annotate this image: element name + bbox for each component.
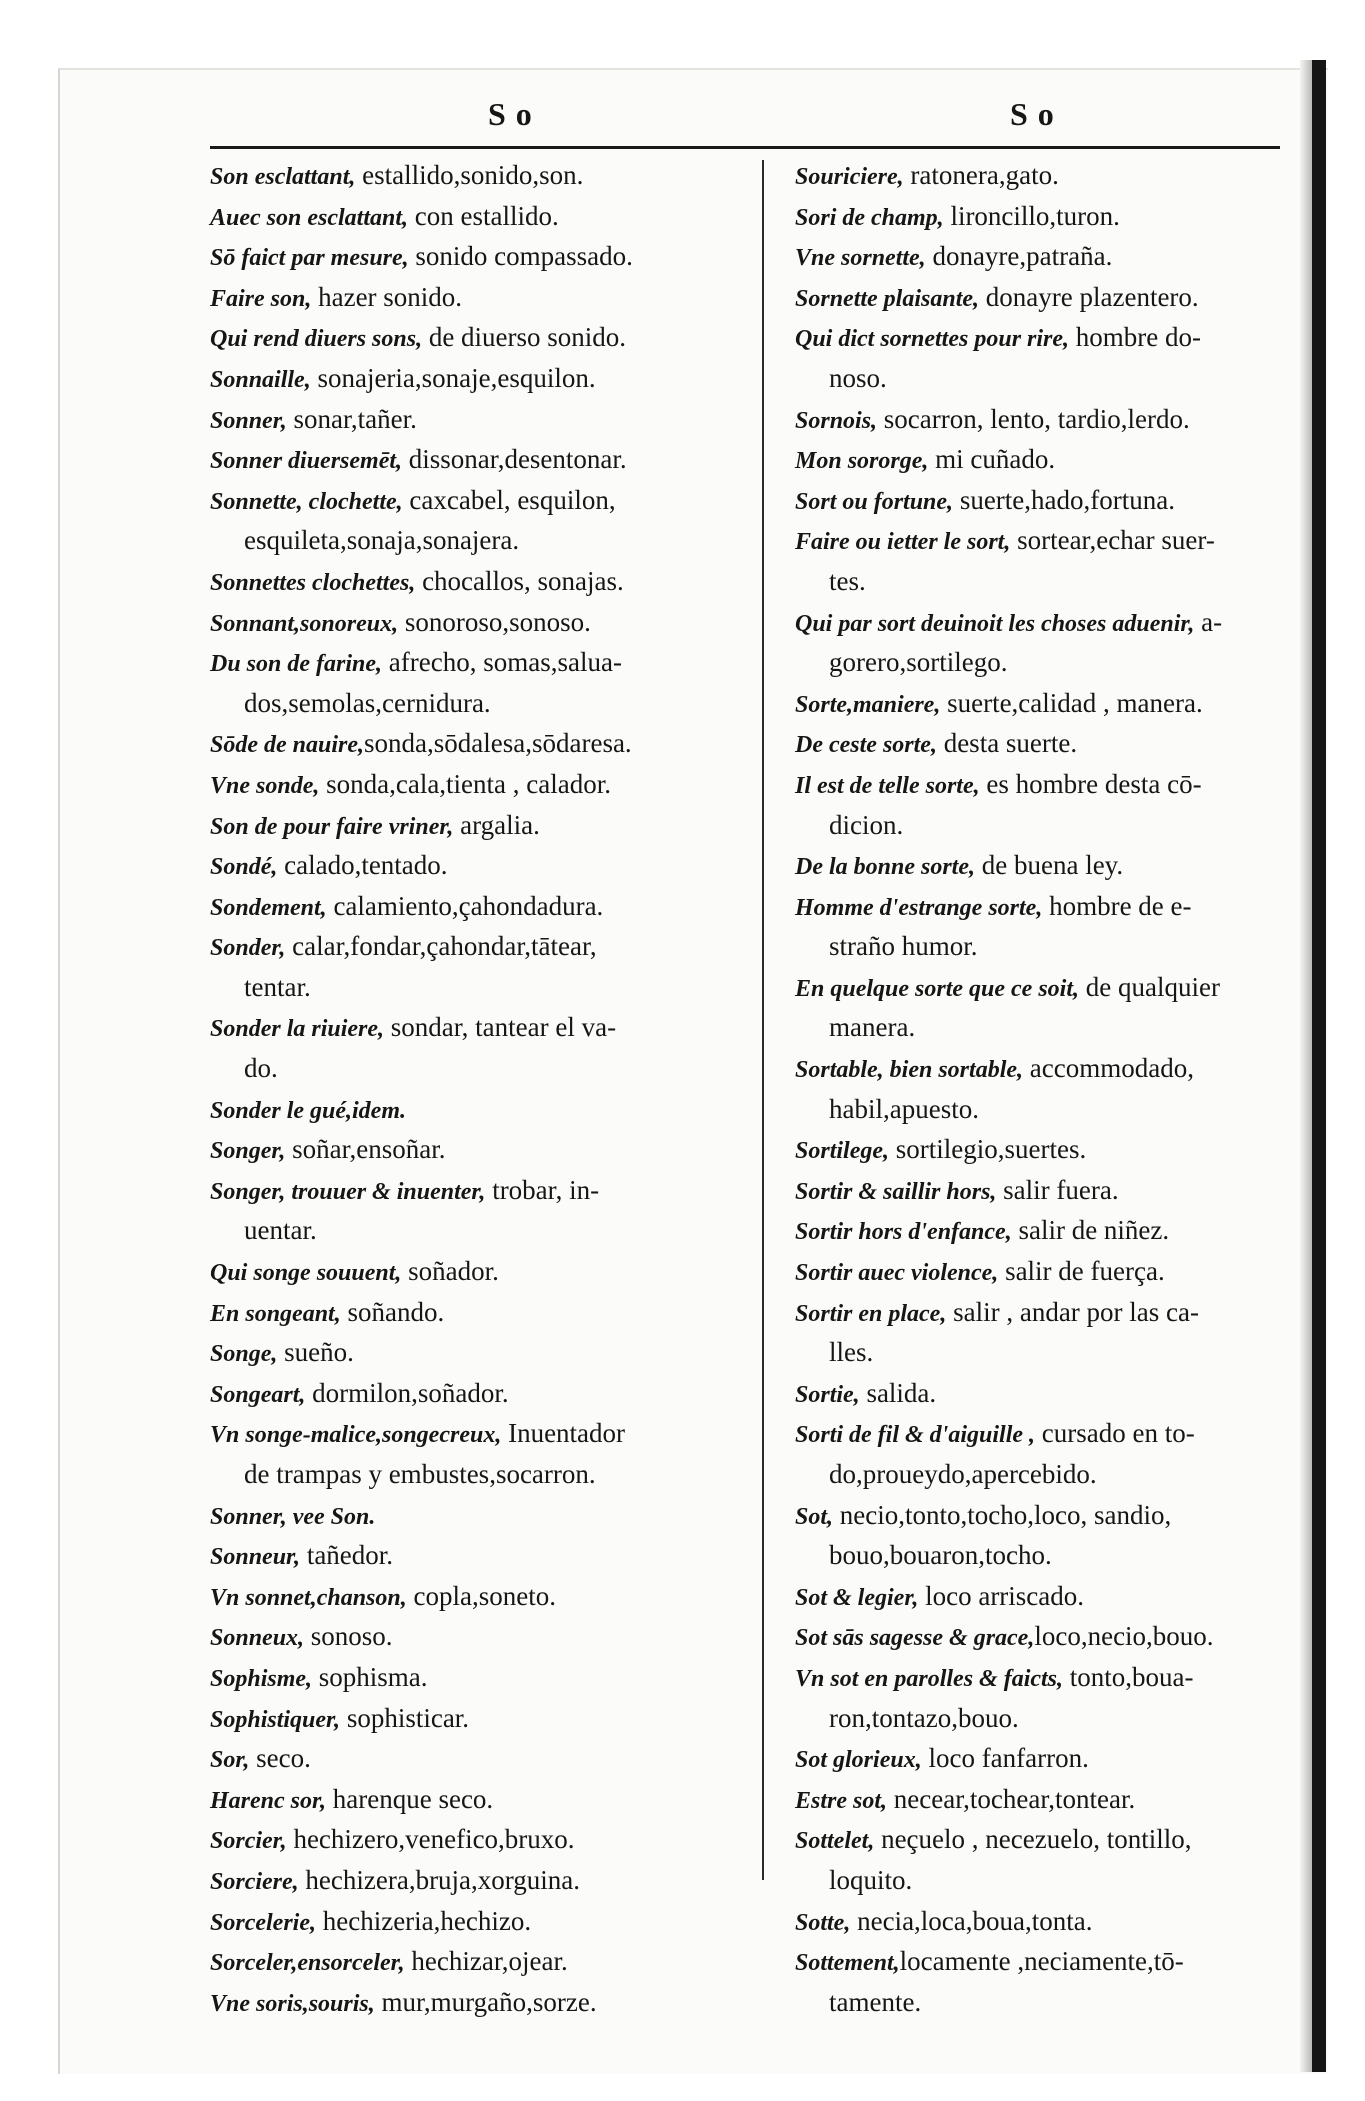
entry-definition: hechizar,ojear. [404,1946,568,1977]
entry-headword: Sorti de fil & d'aiguille , [795,1422,1036,1449]
entry-headword: Sōde de nauire, [210,732,365,759]
dictionary-entry [210,643,770,684]
dictionary-entry [210,1699,770,1740]
dictionary-entry [795,603,1290,644]
dictionary-entry [795,1536,1290,1577]
dictionary-entry [795,562,1290,603]
entry-headword: Sor, [210,1747,250,1774]
entry-definition: locamente ,neciamente,tō- [899,1946,1184,1977]
entry-definition: estallido,sonido,son. [355,160,584,190]
entry-definition: necio,tonto,tocho,loco, sandio, [833,1499,1172,1530]
entry-definition: hazer sonido. [311,281,463,312]
entry-definition: do,proueydo,apercebido. [829,1459,1097,1489]
entry-definition: sonido compassado. [408,241,633,272]
entry-definition: tes. [829,565,866,596]
dictionary-entry [210,1780,770,1821]
entry-headword: Homme d'estrange sorte, [795,894,1043,921]
entry-definition: Inuentador [501,1418,626,1449]
entry-definition: sonoroso,sonoso. [398,606,591,637]
dictionary-entry [210,1536,770,1577]
entry-headword: Sottement, [795,1950,900,1977]
entry-headword: Sonnant,sonoreux, [210,610,399,637]
entry-headword: Sortilege, [795,1138,889,1165]
entry-headword: Vn sot en parolles & faicts, [795,1665,1064,1692]
dictionary-entry [210,400,770,441]
entry-definition: suerte,hado,fortuna. [953,484,1175,515]
entry-headword: Sortable, bien sortable, [795,1057,1024,1084]
entry-headword: Qui dict sornettes pour rire, [795,326,1070,353]
entry-headword: Il est de telle sorte, [795,772,980,799]
entry-headword: Mon sororge, [795,448,929,475]
entry-headword: Sortie, [795,1381,860,1408]
entry-definition: dos,semolas,cernidura. [244,687,491,718]
entry-headword: De la bonne sorte, [795,854,975,881]
dictionary-entry [795,1455,1290,1496]
entry-definition: gorero,sortilego. [829,647,1008,678]
entry-definition: loco arriscado. [918,1580,1085,1611]
dictionary-entry [210,1658,770,1699]
entry-definition: salir de niñez. [1011,1215,1170,1246]
dictionary-entry [795,1983,1290,2024]
entry-headword: Songer, trouuer & inuenter, [210,1178,486,1205]
dictionary-entry [210,562,770,603]
entry-headword: En songeant, [210,1300,341,1327]
entry-headword: Faire son, [210,285,312,312]
entry-definition: suerte,calidad , manera. [940,687,1203,718]
dictionary-entry [210,1090,770,1131]
dictionary-entry [795,806,1290,847]
entry-headword: Harenc sor, [210,1787,327,1814]
dictionary-entry [795,400,1290,441]
dictionary-entry [210,1333,770,1374]
entry-headword: Sonner, vee Son. [210,1503,376,1530]
entry-headword: Sonneur, [210,1544,301,1571]
entry-definition: soñar,ensoñar. [285,1134,446,1165]
dictionary-entry [795,359,1290,400]
running-head-right: So [1010,96,1064,132]
entry-definition: sonda,cala,tienta , calador. [319,768,611,799]
entry-definition: calado,tentado. [277,850,448,881]
dictionary-entry [795,1130,1290,1171]
dictionary-entry [795,887,1290,928]
entry-headword: Qui par sort deuinoit les choses aduenir, [795,610,1195,637]
entry-definition: loco fanfarron. [921,1743,1089,1774]
entry-definition: sortilegio,suertes. [889,1134,1087,1165]
entry-definition: neçuelo , necezuelo, tontillo, [874,1824,1192,1855]
entry-definition: lironcillo,turon. [943,200,1120,231]
entry-definition: tañedor. [300,1540,394,1571]
entry-headword: Auec son esclattant, [210,204,409,231]
entry-headword: Sort ou fortune, [795,488,954,515]
entry-definition: hechizera,bruja,xorguina. [298,1864,581,1895]
entry-definition: bouo,bouaron,tocho. [829,1540,1052,1571]
dictionary-entry [795,1820,1290,1861]
entry-definition: argalia. [453,809,540,840]
entry-headword: Son de pour faire vriner, [210,813,454,840]
entry-definition: es hombre desta cō- [979,768,1202,799]
entry-headword: Sot & legier, [795,1584,919,1611]
dictionary-entry [210,1902,770,1943]
entry-definition: caxcabel, esquilon, [402,484,616,515]
entry-definition: donayre plazentero. [979,281,1199,312]
header-rule [210,146,1280,149]
dictionary-entry [210,1820,770,1861]
dictionary-entry [210,603,770,644]
dictionary-entry [210,1739,770,1780]
dictionary-entry [795,156,1290,197]
entry-definition: afrecho, somas,saluа- [382,647,622,678]
entry-headword: Sonnettes clochettes, [210,569,416,596]
dictionary-entry [210,481,770,522]
dictionary-entry [795,643,1290,684]
entry-definition: tamente. [829,1986,922,2017]
entry-definition: a- [1194,606,1223,637]
entry-headword: Sortir en place, [795,1300,947,1327]
page-edge-shadow [1300,60,1312,2072]
entry-definition: sortear,echar suer- [1010,525,1215,556]
dictionary-entry [210,1983,770,2024]
entry-definition: dicion. [829,809,904,840]
entry-headword: Sonder le gué,idem. [210,1097,406,1124]
entry-definition: habil,apuesto. [829,1093,979,1124]
dictionary-entry [795,440,1290,481]
dictionary-entry [210,1942,770,1983]
entry-definition: soñando. [340,1296,445,1327]
entry-headword: Estre sot, [795,1787,888,1814]
entry-headword: Sori de champ, [795,204,944,231]
dictionary-entry [795,1577,1290,1618]
entry-definition: straño humor. [829,931,978,962]
entry-definition: salir fuera. [996,1174,1119,1205]
entry-definition: harenque seco. [326,1783,494,1814]
entry-headword: Sondement, [210,894,327,921]
dictionary-entry [210,359,770,400]
dictionary-entry [210,806,770,847]
entry-headword: Sophistiquer, [210,1706,341,1733]
entry-definition: con estallido. [408,200,559,231]
dictionary-entry [210,1130,770,1171]
entry-headword: Son esclattant, [210,164,356,190]
entry-headword: Sorciere, [210,1868,299,1895]
entry-definition: socarron, lento, tardio,lerdo. [877,403,1190,434]
dictionary-entry [210,684,770,725]
entry-headword: Sornois, [795,407,878,434]
entry-headword: Sortir auec violence, [795,1260,999,1287]
dictionary-entry [210,440,770,481]
entry-definition: seco. [249,1743,311,1774]
entry-definition: tonto,boua- [1063,1661,1194,1692]
dictionary-entry [210,197,770,238]
dictionary-entry [795,846,1290,887]
entry-headword: En quelque sorte que ce soit, [795,975,1080,1002]
left-column [210,156,770,2023]
entry-definition: salir de fuerça. [998,1256,1165,1287]
entry-headword: Sonner, [210,407,287,434]
entry-definition: lles. [829,1337,874,1368]
dictionary-entry [795,1699,1290,1740]
binding-edge [1312,60,1326,2072]
entry-headword: Sonder la riuiere, [210,1016,385,1043]
entry-definition: sonoso. [304,1621,393,1652]
dictionary-entry [210,1374,770,1415]
dictionary-entry [795,481,1290,522]
entry-definition: sonajeria,sonaje,esquilon. [310,362,596,393]
entry-definition: sophisma. [312,1661,428,1692]
entry-definition: donayre,patraña. [925,241,1113,272]
dictionary-entry [210,1293,770,1334]
entry-definition: salida. [859,1377,937,1408]
right-column [795,156,1290,2023]
dictionary-entry [210,1861,770,1902]
dictionary-entry [795,1658,1290,1699]
entry-definition: trobar, in- [485,1174,600,1205]
entry-headword: Sot sās sagesse & grace, [795,1625,1035,1652]
entry-definition: hechizeria,hechizo. [315,1905,532,1936]
entry-headword: Sonnette, clochette, [210,488,403,515]
entry-definition: do. [244,1053,278,1084]
dictionary-entry [795,197,1290,238]
dictionary-entry [210,1617,770,1658]
entry-definition: hombre de e- [1042,890,1192,921]
dictionary-entry [795,1902,1290,1943]
dictionary-entry [795,765,1290,806]
entry-definition: mi cuñado. [928,444,1056,475]
dictionary-entry [795,278,1290,319]
entry-headword: Sornette plaisante, [795,285,980,312]
dictionary-entry [795,1090,1290,1131]
dictionary-entry [210,846,770,887]
entry-headword: Sondé, [210,854,278,881]
dictionary-entry [795,1942,1290,1983]
entry-definition: sonda,sōdalesa,sōdaresa. [364,728,632,759]
entry-definition: loco,necio,bouo. [1034,1621,1214,1652]
dictionary-entry [795,1211,1290,1252]
dictionary-entry [210,765,770,806]
entry-headword: Faire ou ietter le sort, [795,529,1011,556]
dictionary-entry [210,724,770,765]
entry-definition: hombre do- [1069,322,1201,353]
dictionary-entry [210,968,770,1009]
entry-definition: loquito. [829,1864,913,1895]
entry-definition: tentar. [244,971,311,1002]
dictionary-entry [795,1861,1290,1902]
dictionary-entry [795,1496,1290,1537]
entry-headword: Songeart, [210,1381,306,1408]
entry-definition: sophisticar. [340,1702,470,1733]
entry-headword: Souriciere, [795,164,904,190]
entry-definition: salir , andar por las ca- [946,1296,1199,1327]
dictionary-entry [210,156,770,197]
entry-headword: Sonner diuersemēt, [210,448,403,475]
entry-headword: De ceste sorte, [795,732,937,759]
entry-headword: Du son de farine, [210,651,383,678]
dictionary-entry [795,1617,1290,1658]
dictionary-entry [795,1008,1290,1049]
dictionary-entry [795,1049,1290,1090]
dictionary-entry [210,887,770,928]
entry-definition: soñador. [401,1256,499,1287]
dictionary-entry [210,1496,770,1537]
entry-headword: Sortir & saillir hors, [795,1178,997,1205]
entry-headword: Sorcelerie, [210,1909,316,1936]
entry-headword: Sortir hors d'enfance, [795,1219,1012,1246]
entry-definition: de qualquier [1079,971,1220,1002]
entry-headword: Vne sonde, [210,772,320,799]
dictionary-entry [210,1455,770,1496]
dictionary-entry [210,1049,770,1090]
entry-definition: noso. [829,362,887,393]
dictionary-entry [210,927,770,968]
dictionary-entry [210,1171,770,1212]
entry-headword: Sot, [795,1503,834,1530]
entry-definition: manera. [829,1012,916,1043]
dictionary-entry [795,1171,1290,1212]
entry-headword: Sō faict par mesure, [210,245,409,272]
entry-headword: Sonnaille, [210,366,311,393]
entry-definition: sonar,tañer. [286,403,417,434]
entry-headword: Qui songe souuent, [210,1260,402,1287]
dictionary-entry [210,1211,770,1252]
entry-headword: Sorte,maniere, [795,691,941,718]
entry-headword: Sonder, [210,935,286,962]
dictionary-entry [210,318,770,359]
entry-definition: dormilon,soñador. [305,1377,509,1408]
entry-definition: calamiento,çahondadura. [326,890,604,921]
dictionary-entry [795,237,1290,278]
dictionary-entry [795,1414,1290,1455]
entry-headword: Vn songe-malice,songecreux, [210,1422,502,1449]
entry-definition: uentar. [244,1215,317,1246]
entry-definition: sondar, tantear el va- [384,1012,617,1043]
entry-definition: necia,loca,boua,tonta. [850,1905,1093,1936]
entry-definition: esquileta,sonaja,sonajera. [244,525,520,556]
dictionary-entry [795,1374,1290,1415]
entry-definition: de buena ley. [975,850,1124,881]
entry-headword: Sophisme, [210,1665,313,1692]
dictionary-entry [795,724,1290,765]
dictionary-entry [210,278,770,319]
dictionary-entry [210,1577,770,1618]
dictionary-entry [795,968,1290,1009]
entry-definition: ron,tontazo,bouo. [829,1702,1019,1733]
entry-headword: Sorcier, [210,1828,287,1855]
entry-headword: Sottelet, [795,1828,875,1855]
entry-definition: calar,fondar,çahondar,tātear, [285,931,597,962]
dictionary-entry [795,1780,1290,1821]
entry-headword: Qui rend diuers sons, [210,326,423,353]
entry-definition: sueño. [277,1337,354,1368]
entry-definition: desta suerte. [936,728,1078,759]
dictionary-entry [210,1008,770,1049]
entry-definition: de diuerso sonido. [422,322,627,353]
entry-headword: Vne sornette, [795,245,926,272]
entry-definition: ratonera,gato. [903,160,1059,190]
entry-definition: cursado en to- [1035,1418,1195,1449]
dictionary-entry [795,1739,1290,1780]
entry-definition: de trampas y embustes,socarron. [244,1459,596,1489]
entry-definition: necear,tochear,tontear. [887,1783,1136,1814]
dictionary-entry [210,1414,770,1455]
dictionary-entry [210,237,770,278]
entry-definition: mur,murgaño,sorze. [374,1986,597,2017]
dictionary-entry [795,318,1290,359]
entry-definition: chocallos, sonajas. [415,565,624,596]
dictionary-entry [795,927,1290,968]
entry-headword: Sot glorieux, [795,1747,922,1774]
dictionary-entry [210,521,770,562]
dictionary-entry [795,521,1290,562]
entry-headword: Sorceler,ensorceler, [210,1950,405,1977]
entry-headword: Sonneux, [210,1625,305,1652]
entry-definition: dissonar,desentonar. [402,444,627,475]
entry-headword: Sotte, [795,1909,851,1936]
dictionary-entry [795,1252,1290,1293]
entry-headword: Songe, [210,1341,278,1368]
entry-headword: Vne soris,souris, [210,1990,375,2017]
dictionary-entry [795,1293,1290,1334]
entry-definition: hechizero,venefico,bruxo. [286,1824,575,1855]
entry-definition: accommodado, [1023,1053,1194,1084]
dictionary-entry [795,684,1290,725]
running-head-left: So [488,96,542,132]
entry-headword: Vn sonnet,chanson, [210,1584,407,1611]
entry-definition: copla,soneto. [406,1580,556,1611]
entry-headword: Songer, [210,1138,286,1165]
dictionary-entry [210,1252,770,1293]
dictionary-entry [795,1333,1290,1374]
